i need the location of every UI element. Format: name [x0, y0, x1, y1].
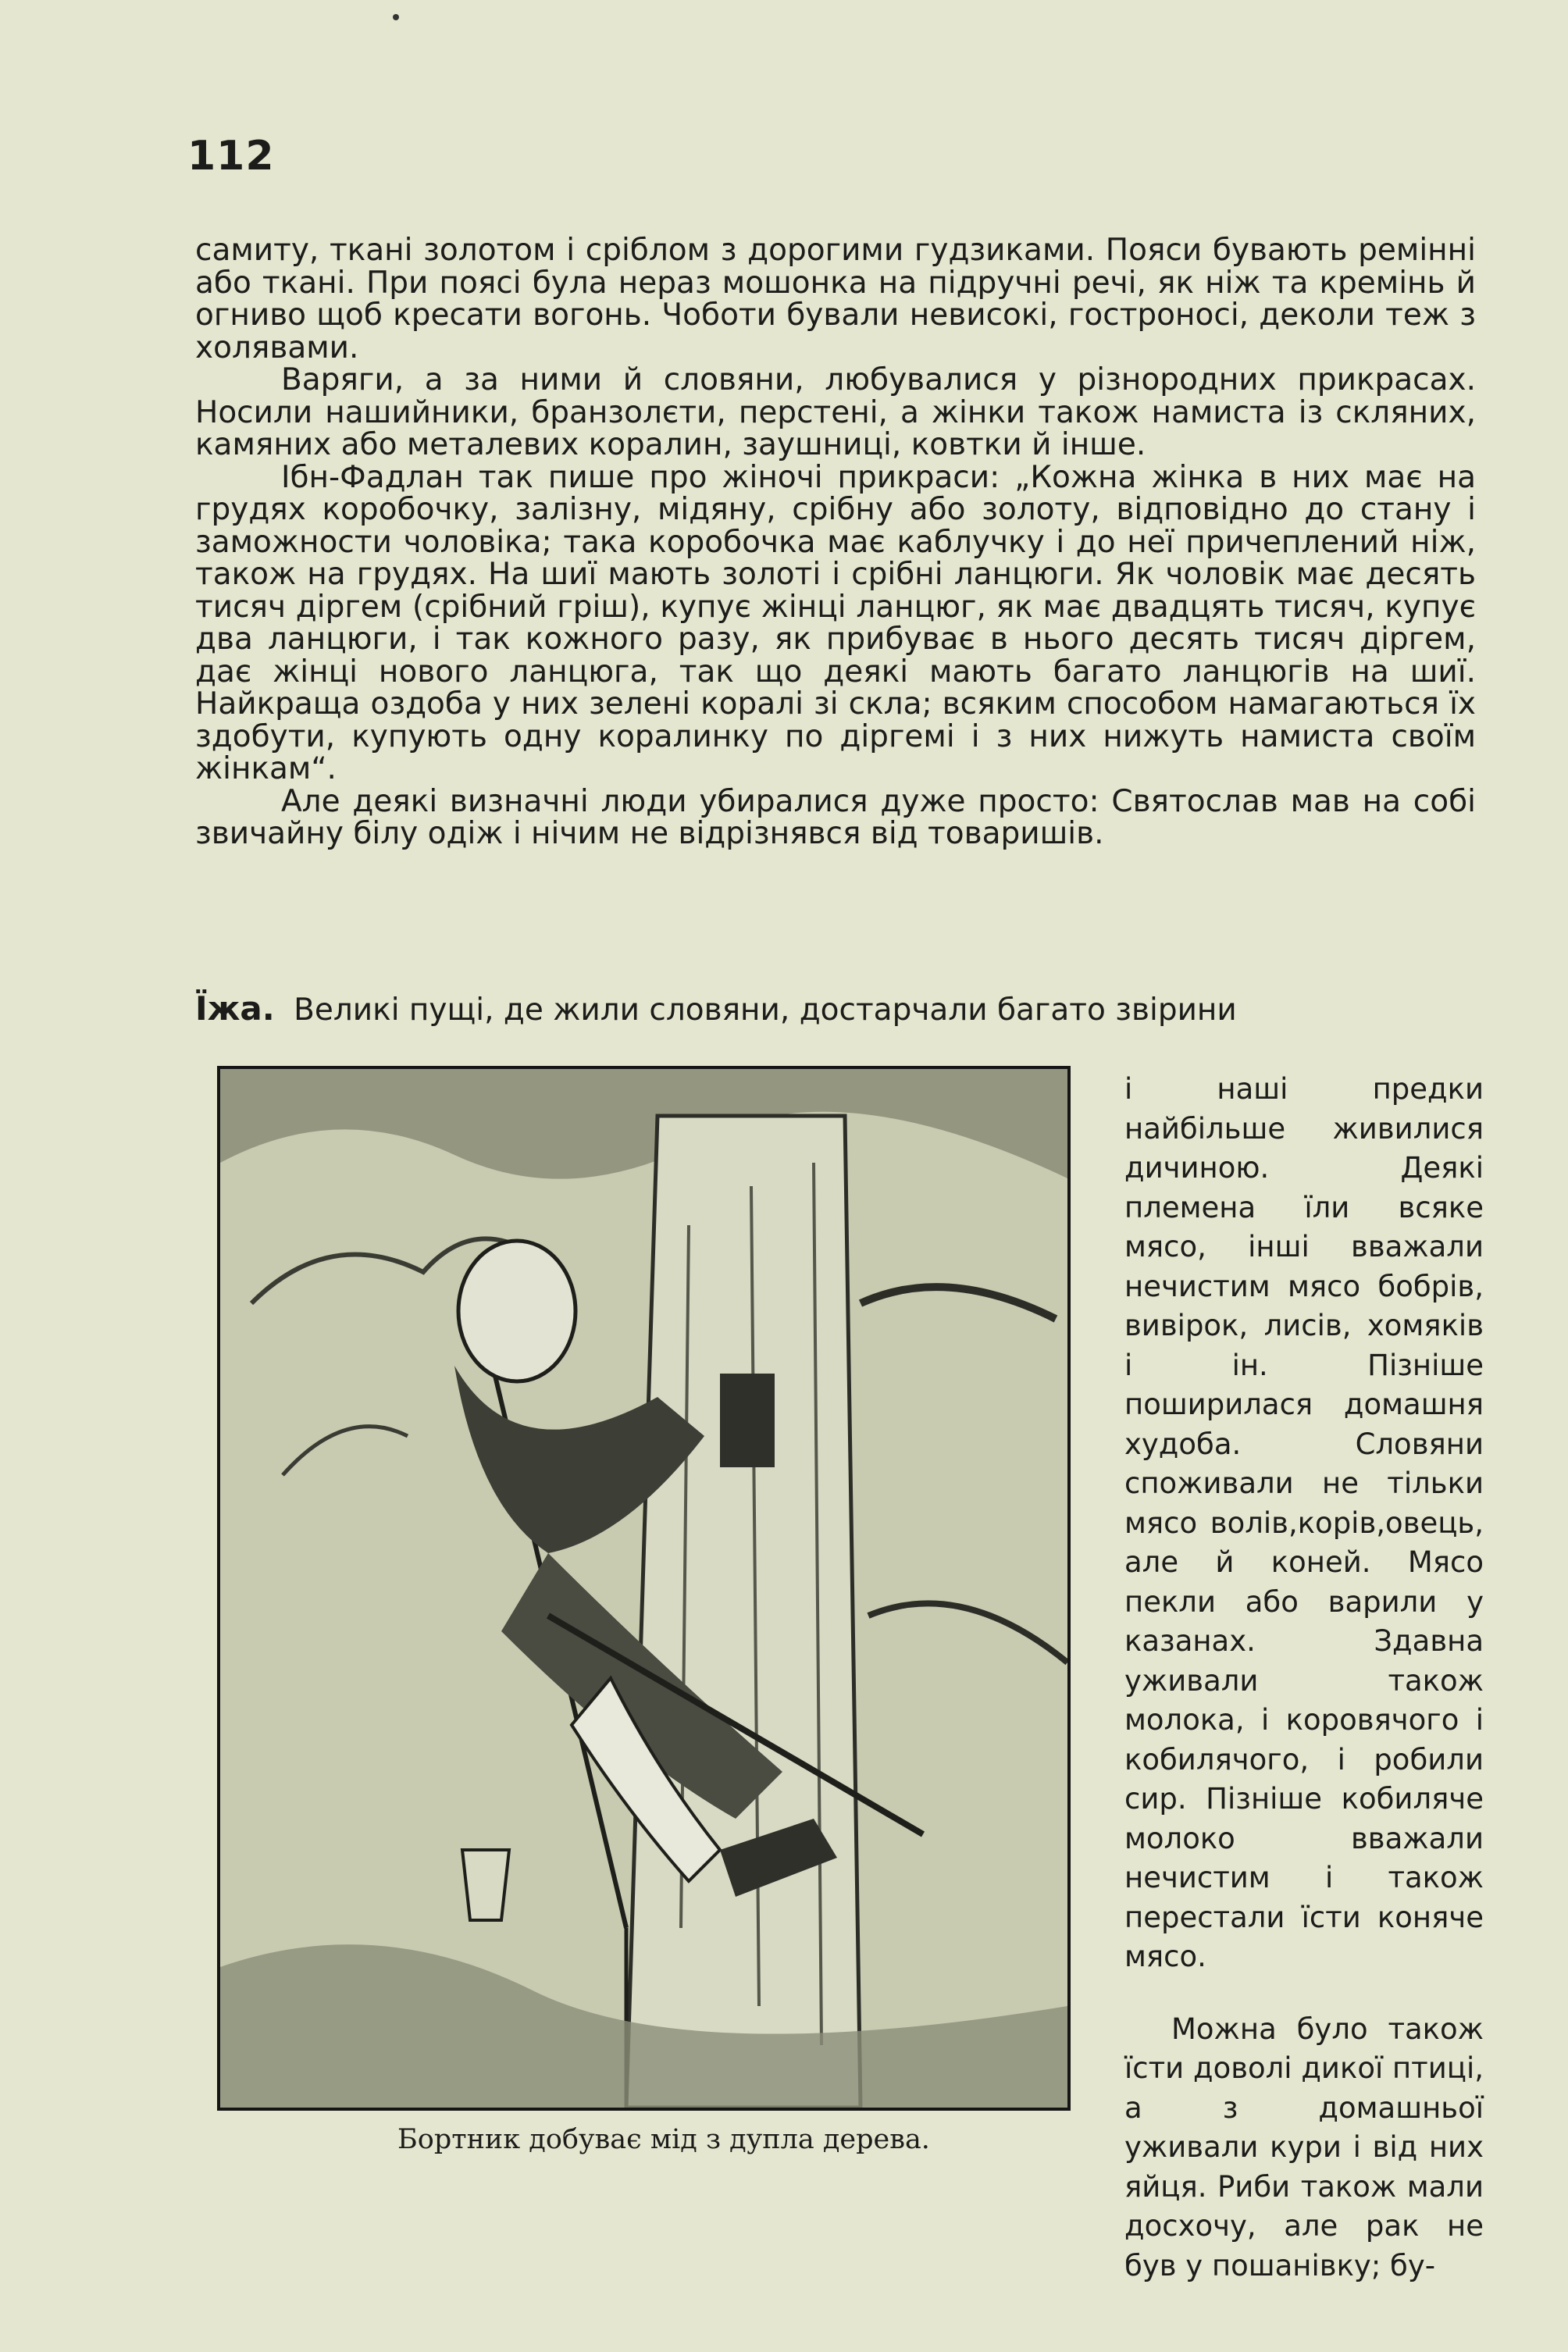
engraving-image [220, 1069, 1067, 2108]
paragraph-food-meat: і наші предки найбільше живилися дичиною. Деякі племена їли всяке мясо, інші вважали нечистим мясо бобрів, вивірок, лисів, хомяків і ін. Пізніше поширилася домашня худоба. Словяни споживали не тільки мясо волів,корів,овець, але й коней. Мясо пекли або варили у казанах. Здавна уживали також молока, і коровячого і кобилячого, і робили сир. Пізніше кобиляче молоко вважали нечистим і також перестали їсти коняче мясо. [1124, 1072, 1484, 1973]
section-title-food: Їжа. [195, 989, 275, 1028]
ink-speck [393, 14, 399, 20]
paragraph-sviatoslav: Але деякі визначні люди убиралися дуже просто: Святослав мав на собі звичайну білу одіж і нічим не відрізнявся від товаришів. [195, 783, 1476, 851]
side-text-column [1124, 1029, 1484, 2286]
page-number: 112 [187, 133, 275, 180]
paragraph-food-birds-fish: Можна було також їсти доволі дикої птиці, а з домашньої уживали кури і від них яйця. Риби також мали досхочу, але рак не був у пошанівку; бу- [1124, 2012, 1484, 2283]
paragraph-ornaments: Варяги, а за ними й словяни, любувалися у різнородних прикрасах. Носили нашийники, бранзолєти, перстені, а жінки також намиста із скляних, камяних або металевих коралин, заушниці, ковтки й інше. [195, 362, 1476, 462]
beekeeper-engraving [217, 1066, 1071, 2111]
paragraph-clothing: самиту, ткані золотом і сріблом з дорогими гудзиками. Пояси бувають ремінні або ткані. При поясі була нераз мошонка на підручні речі, як ніж та кремінь й огниво щоб кресати вогонь. Чоботи бували невисокі, гостроносі, деколи теж з холявами. [195, 233, 1476, 365]
section-first-line: Великі пущі, де жили словяни, достарчали багато звірини [294, 992, 1237, 1028]
main-text-block [195, 234, 1476, 850]
illustration-caption: Бортник добуває мід з дупла дерева. [397, 2124, 930, 2155]
paragraph-ibn-fadlan: Ібн-Фадлан так пише про жіночі прикраси: „Кожна жінка в них має на грудях коробочку, залізну, мідяну, срібну або золоту, відповідно до стану і заможности чоловіка; така коробочка має каблучку і до неї причеплений ніж, також на грудях. На шиї мають золоті і срібні ланцюги. Як чоловік має десять тисяч діргем (срібний гріш), купує жінці ланцюг, як має двадцять тисяч, купує два ланцюги, і так кожного разу, як прибуває в нього десять тисяч діргем, дає жінці нового ланцюга, так що деякі мають багато ланцюгів на шиї. Найкраща оздоба у них зелені коралі зі скла; всяким способом намагаються їх здобути, купують одну коралинку по діргемі і з них нижуть намиста своїм жінкам“. [195, 459, 1476, 786]
food-section-heading-line [195, 989, 1476, 1028]
